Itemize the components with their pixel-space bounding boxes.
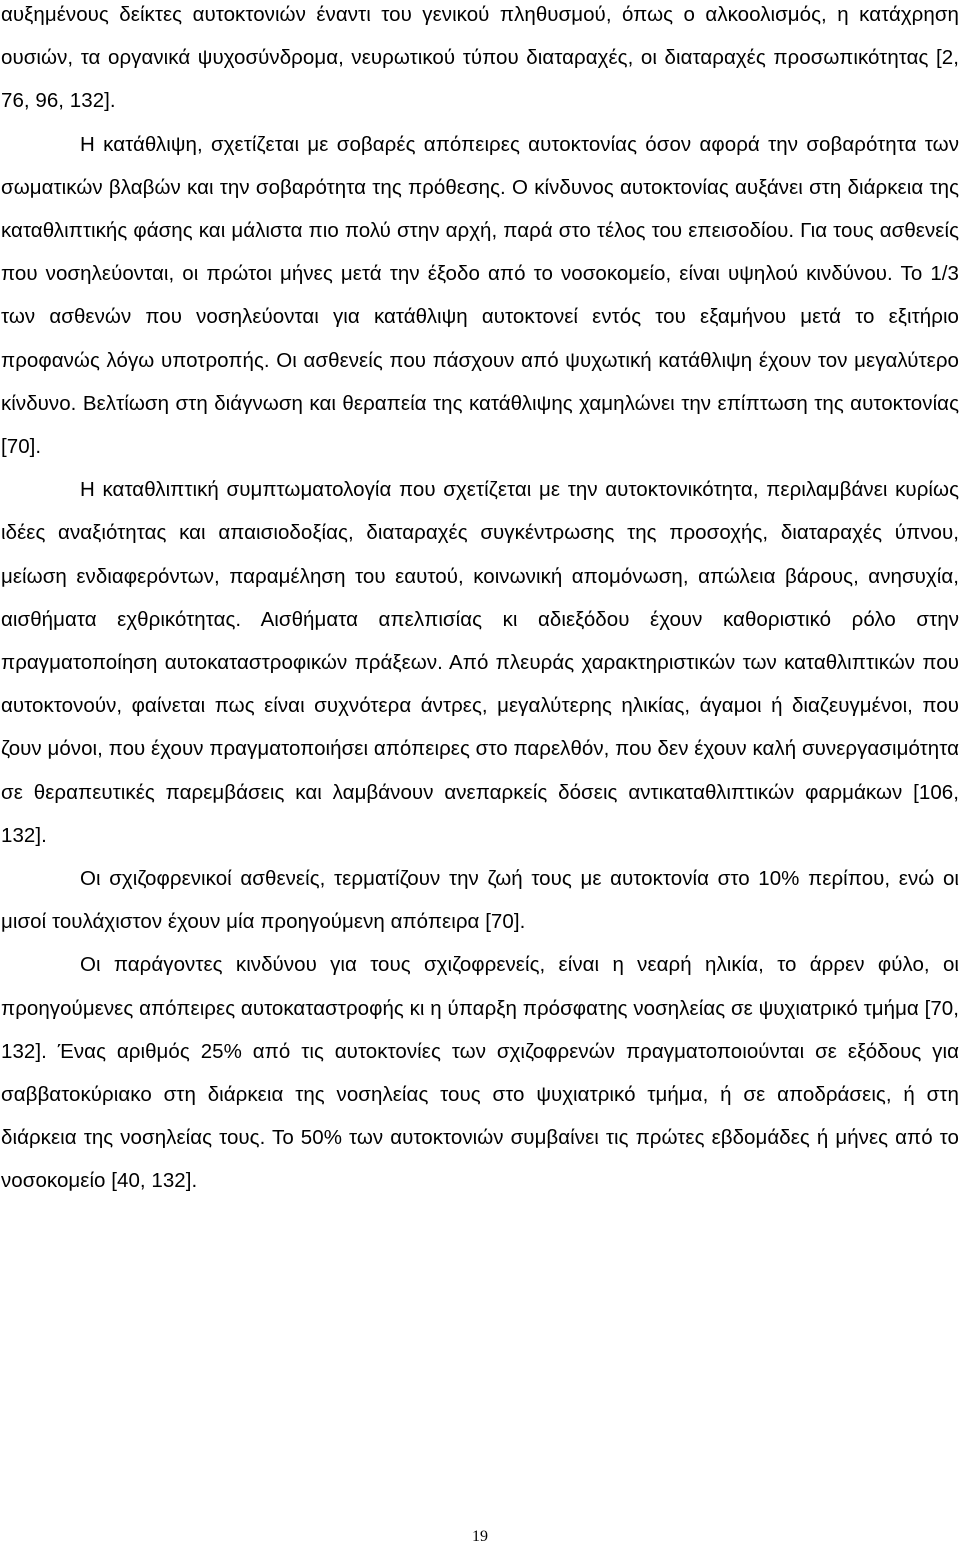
paragraph-schizophrenia-risk-factors: Οι παράγοντες κινδύνου για τους σχιζοφρενείς, είναι η νεαρή ηλικία, το άρρεν φύλο, οι προηγούμενες απόπειρες αυτοκαταστροφής κι η ύπαρξη πρόσφατης νοσηλείας σε ψυχιατρικό τμήμα [70, 132]. Ένας αριθμός 25% από τις αυτοκτονίες των σχιζοφρενών πραγματοποιούνται σε εξόδους για σαββατοκύριακο στη διάρκεια της νοσηλείας τους στο ψυχιατρικό τμήμα, ή σε αποδράσεις, ή στη διάρκεια της νοσηλείας τους. Το 50% των αυτοκτονιών συμβαίνει τις πρώτες εβδομάδες ή μήνες από το νοσοκομείο [40, 132]. — [1, 953, 959, 1193]
page-number: 19 — [472, 1528, 488, 1545]
paragraph-depressive-symptoms: Η καταθλιπτική συμπτωματολογία που σχετίζεται με την αυτοκτονικότητα, περιλαμβάνει κυρίως ιδέες αναξιότητας και απαισιοδοξίας, διαταραχές συγκέντρωσης της προσοχής, διαταραχές ύπνου, μείωση ενδιαφερόντων, παραμέληση του εαυτού, κοινωνική απομόνωση, απώλεια βάρους, ανησυχία, αισθήματα εχθρικότητας. Αισθήματα απελπισίας κι αδιεξόδου έχουν καθοριστικό ρόλο στην πραγματοποίηση αυτοκαταστροφικών πράξεων. Από πλευράς χαρακτηριστικών των καταθλιπτικών που αυτοκτονούν, φαίνεται πως είναι συχνότερα άντρες, μεγαλύτερης ηλικίας, άγαμοι ή διαζευγμένοι, που ζουν μόνοι, που έχουν πραγματοποιήσει απόπειρες στο παρελθόν, που δεν έχουν καλή συνεργασιμότητα σε θεραπευτικές παρεμβάσεις και λαμβάνουν ανεπαρκείς δόσεις αντικαταθλιπτικών φαρμάκων [106, 132]. — [1, 478, 959, 847]
paragraph-depression: Η κατάθλιψη, σχετίζεται με σοβαρές απόπειρες αυτοκτονίας όσον αφορά την σοβαρότητα των σωματικών βλαβών και την σοβαρότητα της πρόθεσης. Ο κίνδυνος αυτοκτονίας αυξάνει στη διάρκεια της καταθλιπτικής φάσης και μάλιστα πιο πολύ στην αρχή, παρά στο τέλος του επεισοδίου. Για τους ασθενείς που νοσηλεύονται, οι πρώτοι μήνες μετά την έξοδο από το νοσοκομείο, είναι υψηλού κινδύνου. Το 1/3 των ασθενών που νοσηλεύονται για κατάθλιψη αυτοκτονεί εντός του εξαμήνου μετά το εξιτήριο προφανώς λόγω υποτροπής. Οι ασθενείς που πάσχουν από ψυχωτική κατάθλιψη έχουν τον μεγαλύτερο κίνδυνο. Βελτίωση στη διάγνωση και θεραπεία της κατάθλιψης χαμηλώνει την επίπτωση της αυτοκτονίας [70]. — [1, 132, 959, 459]
paragraph-continuation: αυξημένους δείκτες αυτοκτονιών έναντι του γενικού πληθυσμού, όπως ο αλκοολισμός, η κατάχρηση ουσιών, τα οργανικά ψυχοσύνδρομα, νευρωτικού τύπου διαταραχές, οι διαταραχές προσωπικότητας [2, 76, 96, 132]. — [1, 3, 959, 113]
paragraph-schizophrenia: Οι σχιζοφρενικοί ασθενείς, τερματίζουν την ζωή τους με αυτοκτονία στο 10% περίπου, ενώ οι μισοί τουλάχιστον έχουν μία προηγούμενη απόπειρα [70]. — [1, 867, 959, 934]
body-text — [1, 0, 959, 1203]
